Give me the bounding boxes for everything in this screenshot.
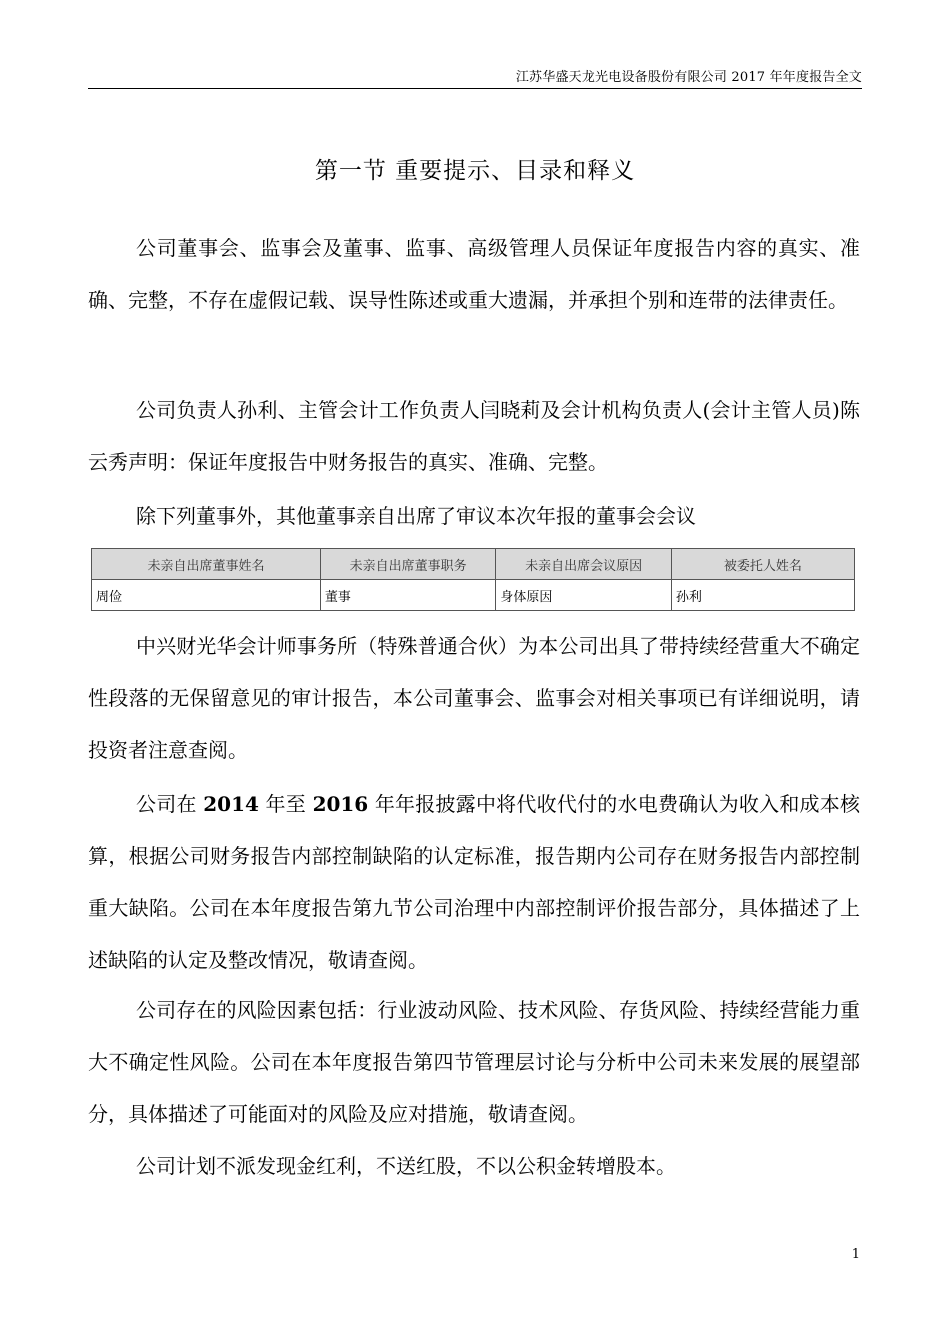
table-cell: 周俭 (92, 580, 321, 611)
table-header-cell: 未亲自出席会议原因 (496, 549, 671, 580)
table-cell: 身体原因 (496, 580, 671, 611)
section-title: 第一节 重要提示、目录和释义 (314, 158, 636, 184)
paragraph-audit-opinion: 中兴财光华会计师事务所（特殊普通合伙）为本公司出具了带持续经营重大不确定性段落的无保留意见的审计报告，本公司董事会、监事会对相关事项已有详细说明，请投资者注意查阅。 (88, 634, 860, 762)
paragraph-executives-declaration: 公司负责人孙利、主管会计工作负责人闫晓莉及会计机构负责人(会计主管人员)陈云秀声明：保证年度报告中财务报告的真实、准确、完整。 (88, 398, 860, 474)
table-cell: 孙利 (671, 580, 854, 611)
table-header-row (92, 549, 855, 580)
table-cell: 董事 (320, 580, 495, 611)
document-header: 江苏华盛天龙光电设备股份有限公司 2017 年年度报告全文 (515, 70, 862, 85)
paragraph-risk-factors: 公司存在的风险因素包括：行业波动风险、技术风险、存货风险、持续经营能力重大不确定性风险。公司在本年度报告第四节管理层讨论与分析中公司未来发展的展望部分，具体描述了可能面对的风险及应对措施，敬请查阅。 (88, 998, 860, 1126)
paragraph-internal-control (88, 778, 860, 986)
header-divider (88, 88, 862, 89)
table-row (92, 580, 855, 611)
table-header-cell: 未亲自出席董事职务 (320, 549, 495, 580)
paragraph-absent-directors-intro: 除下列董事外，其他董事亲自出席了审议本次年报的董事会会议 (136, 504, 696, 528)
absent-directors-table (91, 548, 855, 611)
page-number: 1 (851, 1247, 860, 1262)
table-header-cell: 被委托人姓名 (671, 549, 854, 580)
text-segment: 年年报披露中将代收代付的水电费确认为收入和成本核算，根据公司财务报告内部控制缺陷的认定标准，报告期内公司存在财务报告内部控制重大缺陷。公司在本年度报告第九节公司治理中内部控制评价报告部分，具体描述了上述缺陷的认定及整改情况，敬请查阅。 (88, 792, 861, 972)
text-segment: 年至 (258, 792, 313, 816)
paragraph-dividend-plan: 公司计划不派发现金红利，不送红股，不以公积金转增股本。 (136, 1154, 676, 1178)
year-end: 2016 (312, 792, 369, 816)
text-segment: 公司在 (136, 792, 204, 816)
paragraph-responsibility-statement: 公司董事会、监事会及董事、监事、高级管理人员保证年度报告内容的真实、准确、完整，不存在虚假记载、误导性陈述或重大遗漏，并承担个别和连带的法律责任。 (88, 236, 860, 312)
year-start: 2014 (203, 792, 259, 816)
table-header-cell: 未亲自出席董事姓名 (92, 549, 321, 580)
